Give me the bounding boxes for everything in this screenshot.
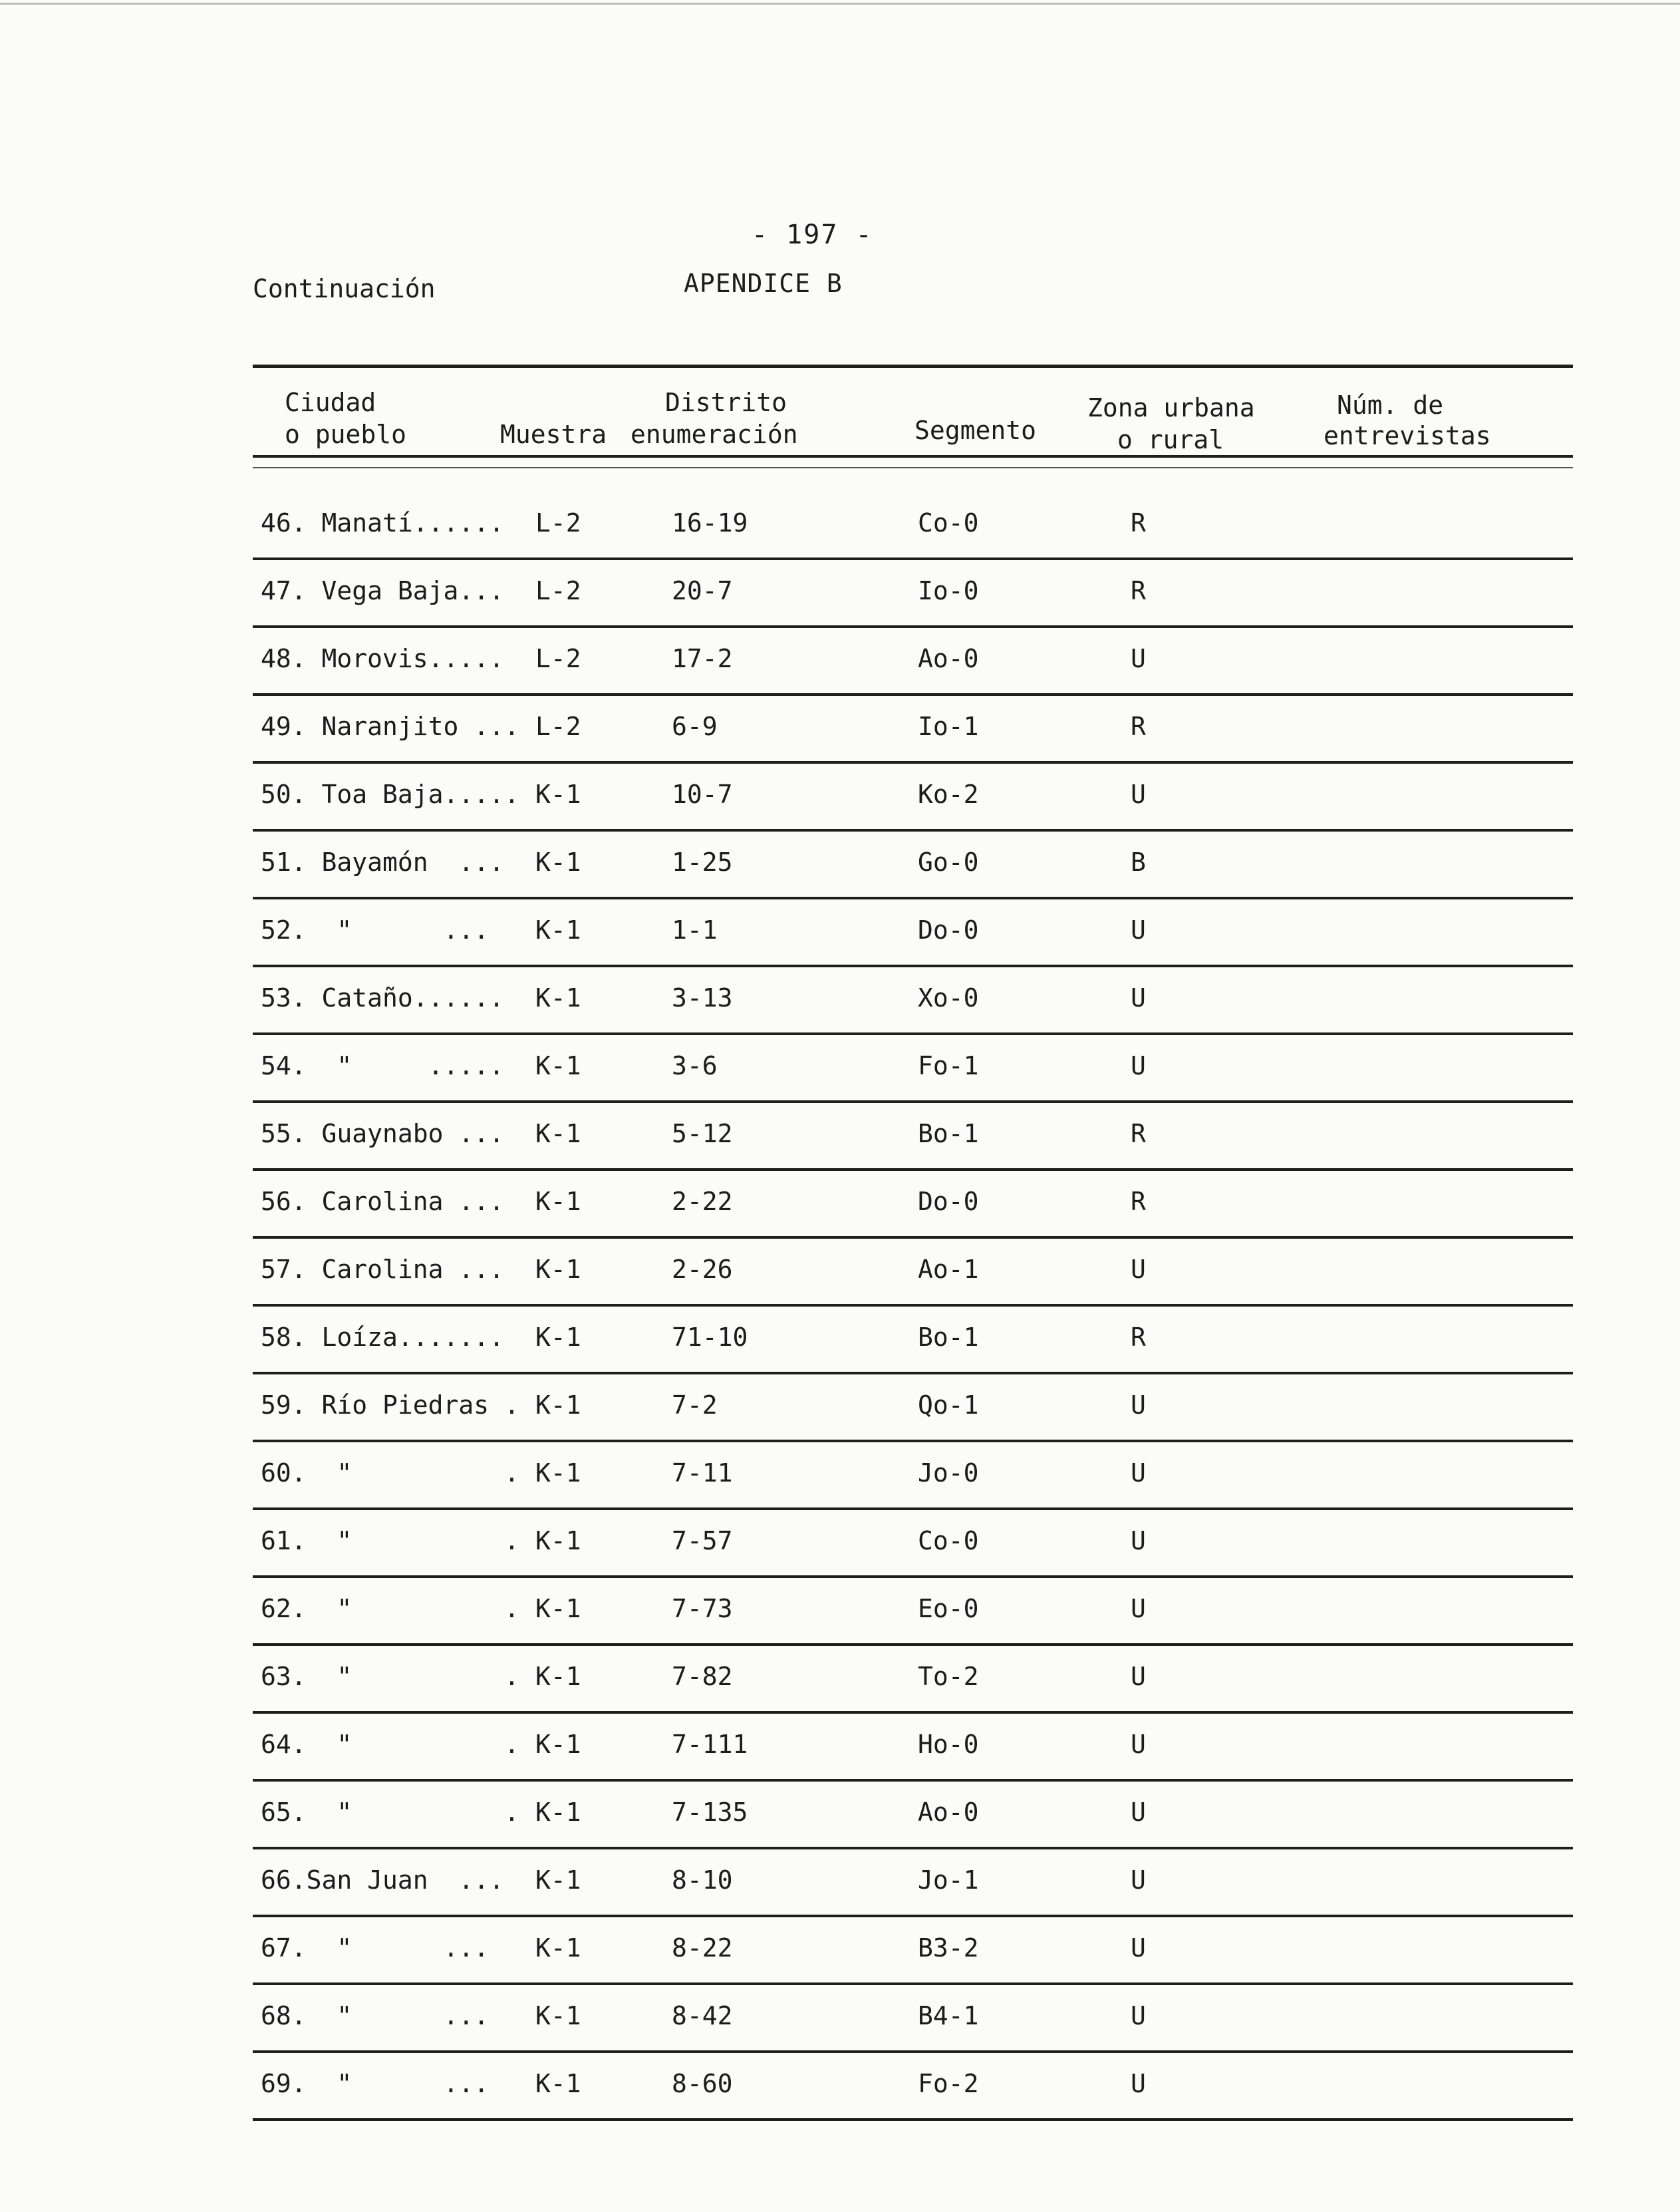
city-cell: 69. " ... [261,2069,490,2098]
table-row [253,1104,1573,1171]
district-cell: 7-135 [672,1798,748,1827]
row-rule [253,693,1573,696]
district-cell: 17-2 [672,644,733,673]
table-row [253,697,1573,764]
row-rule [253,557,1573,560]
row-rule [253,1575,1573,1578]
city-cell: 63. " . [261,1662,519,1691]
city-cell: 48. Morovis..... [261,644,505,673]
segment-cell: Io-1 [918,712,979,741]
zone-cell: U [1131,1051,1146,1080]
city-cell: 56. Carolina ... [261,1187,505,1216]
city-cell: 49. Naranjito ... [261,712,519,741]
zone-cell: U [1131,1662,1146,1691]
sample-cell: K-1 [535,1594,581,1623]
segment-cell: B4-1 [918,2001,979,2030]
district-cell: 2-26 [672,1255,733,1284]
district-cell: 1-25 [672,848,733,877]
sample-cell: K-1 [535,983,581,1013]
table-row [253,1172,1573,1239]
zone-cell: B [1131,848,1146,877]
district-cell: 6-9 [672,712,718,741]
row-rule [253,1779,1573,1782]
city-cell: 62. " . [261,1594,519,1623]
appendix-title: APENDICE B [684,269,843,298]
city-cell: 53. Cataño...... [261,983,505,1013]
zone-cell: U [1131,1526,1146,1555]
segment-cell: Bo-1 [918,1119,979,1148]
table-row [253,629,1573,696]
table-row [253,765,1573,832]
table-row [253,494,1573,560]
row-rule [253,2118,1573,2121]
city-cell: 66.San Juan ... [261,1865,505,1895]
segment-cell: Bo-1 [918,1323,979,1352]
zone-cell: U [1131,1865,1146,1895]
segment-cell: Jo-0 [918,1458,979,1488]
page-number: - 197 - [752,220,873,250]
district-cell: 8-60 [672,2069,733,2098]
segment-cell: Co-0 [918,1526,979,1555]
segment-cell: Ho-0 [918,1730,979,1759]
row-rule [253,1711,1573,1714]
row-rule [253,625,1573,628]
row-rule [253,897,1573,899]
city-cell: 61. " . [261,1526,519,1555]
row-rule [253,1032,1573,1035]
table-row [253,1240,1573,1307]
city-cell: 65. " . [261,1798,519,1827]
table-row [253,901,1573,967]
zone-cell: U [1131,2001,1146,2030]
table-row [253,1376,1573,1442]
district-cell: 8-42 [672,2001,733,2030]
row-rule [253,1915,1573,1917]
segment-cell: Ao-1 [918,1255,979,1284]
segment-cell: Xo-0 [918,983,979,1013]
zone-cell: U [1131,983,1146,1013]
segment-cell: Ao-0 [918,1798,979,1827]
city-cell: 54. " ..... [261,1051,505,1080]
header-zone-line1: Zona urbana [1087,393,1255,422]
header-segment: Segmento [914,416,1037,445]
row-rule [253,1507,1573,1510]
header-bottom-rule [253,455,1573,458]
table-row [253,561,1573,628]
city-cell: 58. Loíza....... [261,1323,505,1352]
sample-cell: L-2 [535,644,581,673]
zone-cell: U [1131,780,1146,809]
sample-cell: K-1 [535,1187,581,1216]
zone-cell: U [1131,915,1146,945]
row-rule [253,761,1573,764]
segment-cell: B3-2 [918,1933,979,1963]
zone-cell: U [1131,1458,1146,1488]
sample-cell: K-1 [535,1051,581,1080]
row-rule [253,2050,1573,2053]
district-cell: 7-11 [672,1458,733,1488]
district-cell: 10-7 [672,780,733,809]
segment-cell: Ko-2 [918,780,979,809]
table-row [253,969,1573,1035]
district-cell: 8-10 [672,1865,733,1895]
sample-cell: K-1 [535,780,581,809]
zone-cell: R [1131,508,1146,538]
header-district-line1: Distrito [665,388,787,417]
district-cell: 7-57 [672,1526,733,1555]
sample-cell: K-1 [535,1865,581,1895]
zone-cell: U [1131,644,1146,673]
city-cell: 60. " . [261,1458,519,1488]
row-rule [253,1100,1573,1103]
sample-cell: K-1 [535,1798,581,1827]
row-rule [253,1168,1573,1171]
segment-cell: Do-0 [918,915,979,945]
segment-cell: Go-0 [918,848,979,877]
zone-cell: R [1131,712,1146,741]
row-rule [253,1847,1573,1849]
district-cell: 3-6 [672,1051,718,1080]
district-cell: 1-1 [672,915,718,945]
sample-cell: L-2 [535,712,581,741]
sample-cell: K-1 [535,1390,581,1420]
table-row [253,1511,1573,1578]
table-row [253,1036,1573,1103]
district-cell: 8-22 [672,1933,733,1963]
table-row [253,1308,1573,1374]
row-rule [253,1236,1573,1239]
district-cell: 7-2 [672,1390,718,1420]
page-top-edge [0,3,1680,5]
segment-cell: Io-0 [918,576,979,605]
sample-cell: K-1 [535,2001,581,2030]
segment-cell: Ao-0 [918,644,979,673]
zone-cell: R [1131,576,1146,605]
zone-cell: R [1131,1119,1146,1148]
table-row [253,1444,1573,1510]
sample-cell: L-2 [535,508,581,538]
table-row [253,2054,1573,2121]
header-sample: Muestra [500,420,607,449]
city-cell: 46. Manatí...... [261,508,505,538]
district-cell: 71-10 [672,1323,748,1352]
district-cell: 3-13 [672,983,733,1013]
sample-cell: K-1 [535,2069,581,2098]
district-cell: 20-7 [672,576,733,605]
sample-cell: K-1 [535,848,581,877]
sample-cell: K-1 [535,1323,581,1352]
city-cell: 55. Guaynabo ... [261,1119,505,1148]
sample-cell: K-1 [535,1458,581,1488]
zone-cell: R [1131,1323,1146,1352]
zone-cell: U [1131,1933,1146,1963]
district-cell: 5-12 [672,1119,733,1148]
header-zone-line2: o rural [1117,425,1224,454]
sample-cell: K-1 [535,915,581,945]
sample-cell: K-1 [535,1526,581,1555]
district-cell: 16-19 [672,508,748,538]
city-cell: 57. Carolina ... [261,1255,505,1284]
sample-cell: K-1 [535,1933,581,1963]
segment-cell: To-2 [918,1662,979,1691]
segment-cell: Co-0 [918,508,979,538]
row-rule [253,965,1573,967]
city-cell: 59. Río Piedras . [261,1390,519,1420]
header-bottom-rule-thin [253,467,1573,468]
continuation-label: Continuación [253,274,436,303]
district-cell: 7-82 [672,1662,733,1691]
table-row [253,833,1573,899]
city-cell: 52. " ... [261,915,490,945]
row-rule [253,1643,1573,1646]
table-row [253,1919,1573,1985]
header-interviews-line2: entrevistas [1324,421,1491,450]
zone-cell: U [1131,2069,1146,2098]
table-row [253,1715,1573,1782]
table-top-rule [253,365,1573,368]
district-cell: 7-73 [672,1594,733,1623]
zone-cell: U [1131,1798,1146,1827]
segment-cell: Jo-1 [918,1865,979,1895]
header-city-line2: o pueblo [285,420,407,449]
sample-cell: K-1 [535,1662,581,1691]
table-row [253,1579,1573,1646]
sample-cell: L-2 [535,576,581,605]
city-cell: 50. Toa Baja..... [261,780,519,809]
city-cell: 47. Vega Baja... [261,576,505,605]
segment-cell: Eo-0 [918,1594,979,1623]
segment-cell: Fo-1 [918,1051,979,1080]
header-interviews-line1: Núm. de [1337,391,1444,420]
segment-cell: Qo-1 [918,1390,979,1420]
zone-cell: U [1131,1594,1146,1623]
row-rule [253,1982,1573,1985]
row-rule [253,1372,1573,1374]
table-row [253,1851,1573,1917]
sample-cell: K-1 [535,1255,581,1284]
row-rule [253,1304,1573,1307]
zone-cell: R [1131,1187,1146,1216]
segment-cell: Do-0 [918,1187,979,1216]
city-cell: 64. " . [261,1730,519,1759]
city-cell: 51. Bayamón ... [261,848,505,877]
table-row [253,1647,1573,1714]
table-row [253,1986,1573,2053]
district-cell: 2-22 [672,1187,733,1216]
row-rule [253,829,1573,832]
segment-cell: Fo-2 [918,2069,979,2098]
district-cell: 7-111 [672,1730,748,1759]
sample-cell: K-1 [535,1119,581,1148]
row-rule [253,1440,1573,1442]
city-cell: 67. " ... [261,1933,490,1963]
zone-cell: U [1131,1390,1146,1420]
header-city-line1: Ciudad [285,388,376,417]
zone-cell: U [1131,1730,1146,1759]
table-row [253,1783,1573,1849]
zone-cell: U [1131,1255,1146,1284]
header-district-line2: enumeración [630,420,798,449]
sample-cell: K-1 [535,1730,581,1759]
city-cell: 68. " ... [261,2001,490,2030]
